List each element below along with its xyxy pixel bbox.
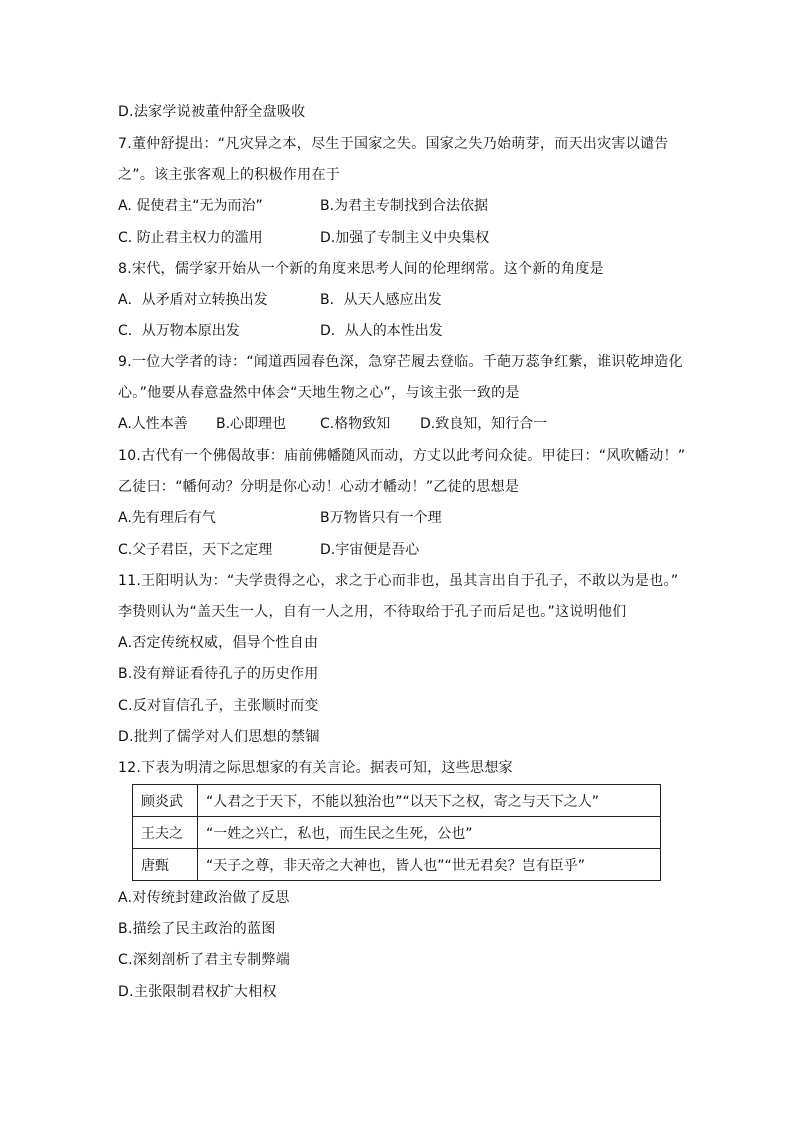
- q7-option-d: D.加强了专制主义中央集权: [320, 230, 490, 246]
- table-row: [133, 817, 661, 849]
- q12-option-b: B.描绘了民主政治的蓝图: [118, 921, 276, 937]
- thinker-quote: “人君之于天下，不能以独治也”“以天下之权，寄之与天下之人”: [198, 785, 661, 817]
- thinker-quote: “天子之尊，非天帝之大神也，皆人也”“世无君矣？岂有臣乎”: [198, 849, 661, 881]
- q11-option-a: A.否定传统权威，倡导个性自由: [118, 635, 319, 651]
- q12-option-d: D.主张限制君权扩大相权: [118, 984, 277, 1000]
- q10-option-d: D.宇宙便是吾心: [320, 542, 420, 558]
- thinker-name: 唐甄: [133, 849, 198, 881]
- q11-option-d: D.批判了儒学对人们思想的禁锢: [118, 729, 320, 745]
- q11-option-b: B.没有辩证看待孔子的历史作用: [118, 666, 319, 682]
- q9-stem-line2: 心。”他要从春意盎然中体会“天地生物之心”，与该主张一致的是: [118, 385, 520, 401]
- q12-stem: 12.下表为明清之际思想家的有关言论。据表可知，这些思想家: [118, 760, 513, 776]
- thinker-quote: “一姓之兴亡，私也，而生民之生死，公也”: [198, 817, 661, 849]
- q12-option-a: A.对传统封建政治做了反思: [118, 890, 290, 906]
- thinkers-table: [132, 784, 661, 881]
- q10-option-a: A.先有理后有气: [118, 510, 216, 526]
- q10-stem-line2: 乙徒曰：“幡何动？分明是你心动！心动才幡动！”乙徒的思想是: [118, 479, 520, 495]
- q10-stem-line1: 10.古代有一个佛偈故事：庙前佛幡随风而动，方丈以此考问众徒。甲徒曰：“风吹幡动！”: [118, 448, 686, 464]
- q9-option-d: D.致良知，知行合一: [420, 416, 548, 432]
- q12-option-c: C.深刻剖析了君主专制弊端: [118, 952, 291, 968]
- q7-stem-line2: 之”。该主张客观上的积极作用在于: [118, 167, 341, 183]
- q7-option-c: C. 防止君主权力的滥用: [118, 230, 263, 246]
- q11-stem-line1: 11.王阳明认为：“夫学贵得之心，求之于心而非也，虽其言出自于孔子，不敢以为是也。”: [118, 573, 679, 589]
- q10-option-b: B万物皆只有一个理: [320, 510, 442, 526]
- q6-option-d: D.法家学说被董仲舒全盘吸收: [118, 104, 306, 120]
- table-row: [133, 849, 661, 881]
- thinker-name: 王夫之: [133, 817, 198, 849]
- q8-option-c: C．从万物本原出发: [118, 323, 240, 339]
- q8-option-a: A．从矛盾对立转换出发: [118, 292, 268, 308]
- q10-option-c: C.父子君臣，天下之定理: [118, 542, 273, 558]
- q9-stem-line1: 9.一位大学者的诗：“闻道西园春色深，急穿芒履去登临。千葩万蕊争红紫，谁识乾坤造化: [118, 354, 683, 370]
- q11-option-c: C.反对盲信孔子，主张顺时而变: [118, 698, 319, 714]
- q7-option-b: B.为君主专制找到合法依据: [320, 198, 489, 214]
- q9-option-a: A.人性本善: [118, 416, 188, 432]
- q11-stem-line2: 李贽则认为“盖天生一人，自有一人之用，不待取给于孔子而后足也。”这说明他们: [118, 604, 627, 620]
- q8-option-d: D．从人的本性出发: [320, 323, 443, 339]
- q9-option-c: C.格物致知: [320, 416, 391, 432]
- q9-option-b: B.心即理也: [216, 416, 287, 432]
- thinker-name: 顾炎武: [133, 785, 198, 817]
- q7-option-a: A. 促使君主“无为而治”: [118, 198, 263, 214]
- q8-option-b: B．从天人感应出发: [320, 292, 442, 308]
- table-row: [133, 785, 661, 817]
- q8-stem: 8.宋代，儒学家开始从一个新的角度来思考人间的伦理纲常。这个新的角度是: [118, 261, 604, 277]
- q7-stem-line1: 7.董仲舒提出：“凡灾异之本，尽生于国家之失。国家之失乃始萌芽，而天出灾害以谴告: [118, 136, 669, 152]
